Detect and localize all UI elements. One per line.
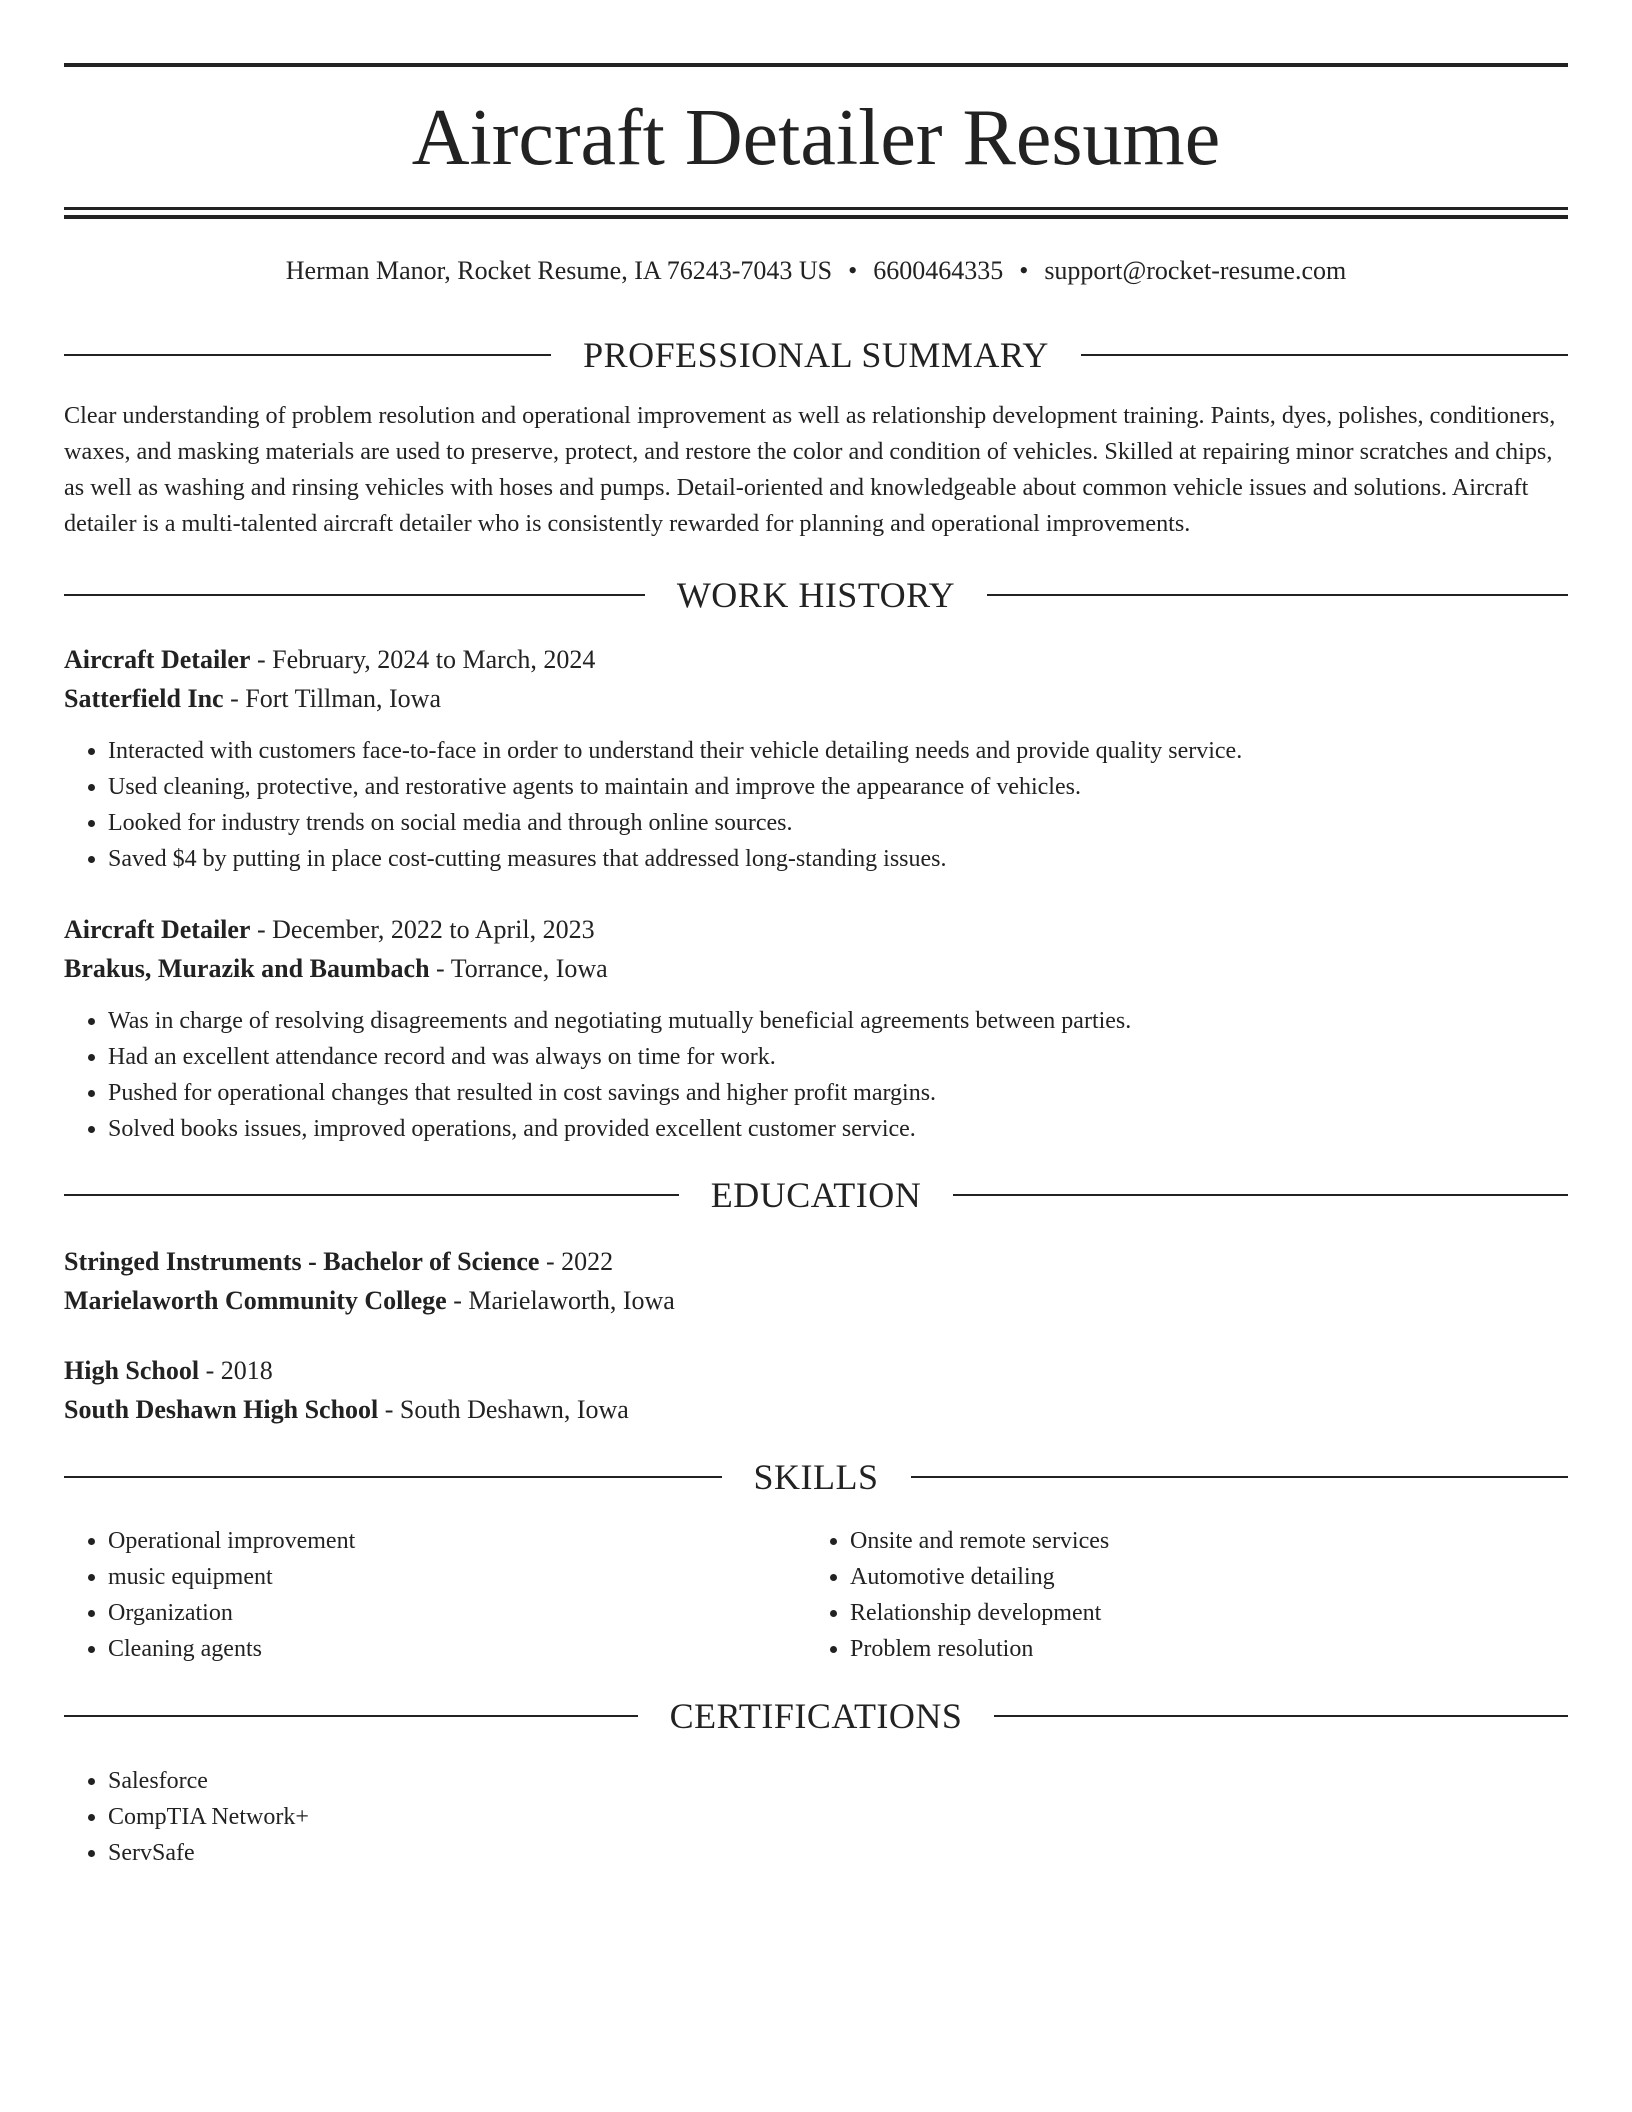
work-company: Brakus, Murazik and Baumbach [64,954,430,983]
work-role-line [64,910,1568,949]
section-rule [64,354,551,356]
top-rule [64,63,1568,67]
work-role-line [64,640,1568,679]
section-rule [64,1715,638,1717]
list-item: • Had an excellent attendance record and was always on time for work. [108,1039,1131,1075]
education-degree: Stringed Instruments - Bachelor of Science [64,1247,540,1276]
contact-phone: 6600464335 [873,256,1004,285]
section-header-summary [64,333,1568,377]
list-item: • Saved $4 by putting in place cost-cutting measures that addressed long-standing issues. [108,841,1242,877]
skill-item: • Cleaning agents [108,1631,808,1667]
work-company: Satterfield Inc [64,684,224,713]
work-dates: - December, 2022 to April, 2023 [250,915,595,944]
skill-item: • Operational improvement [108,1523,808,1559]
section-rule [1081,354,1568,356]
skill-item: • Onsite and remote services [850,1523,1550,1559]
contact-line [64,252,1568,290]
certification-item: • ServSafe [108,1835,309,1871]
title-rule-upper [64,207,1568,210]
page-title: Aircraft Detailer Resume [411,94,1221,182]
summary-text: Clear understanding of problem resolution and operational improvement as well as relationship development training. Paints, dyes, polishes, conditioners, waxes, and masking materials are used to preserve, protect, and restore the color and condition of vehicles. Skilled at repairing minor scratches and chips, as well as washing and rinsing vehicles with hoses and pumps. Detail-oriented and knowledgeable about common vehicle issues and solutions. Aircraft detailer is a multi-talented aircraft detailer who is consistently rewarded for planning and operational improvements. [64,402,1556,537]
work-bullets [64,1003,1131,1147]
section-header-certifications [64,1694,1568,1738]
list-item: • Was in charge of resolving disagreements and negotiating mutually beneficial agreements between parties. [108,1003,1131,1039]
contact-separator: • [848,256,858,285]
section-title: WORK HISTORY [676,575,956,615]
skill-item: • Problem resolution [850,1631,1550,1667]
section-rule [987,594,1568,596]
skills-list-left [64,1523,808,1667]
work-role: Aircraft Detailer [64,915,251,944]
section-rule [64,1194,679,1196]
skill-item: • Organization [108,1595,808,1631]
education-location: - Marielaworth, Iowa [446,1286,675,1315]
education-school: South Deshawn High School [64,1395,379,1424]
title-rule-lower [64,215,1568,219]
work-bullets [64,733,1242,877]
education-degree-line [64,1351,1568,1390]
work-entry [64,640,1568,718]
work-role: Aircraft Detailer [64,645,251,674]
section-rule [953,1194,1568,1196]
list-item: • Looked for industry trends on social media and through online sources. [108,805,1242,841]
contact-separator: • [1019,256,1029,285]
section-rule [911,1476,1569,1478]
skill-item: • Automotive detailing [850,1559,1550,1595]
list-item: • Used cleaning, protective, and restorative agents to maintain and improve the appearance of vehicles. [108,769,1242,805]
education-school-line [64,1390,1568,1429]
contact-address: Herman Manor, Rocket Resume, IA 76243-7043 US [285,256,833,285]
work-dates: - February, 2024 to March, 2024 [250,645,596,674]
section-rule [64,594,645,596]
education-degree-line [64,1242,1568,1281]
section-header-education [64,1173,1568,1217]
education-year: - 2022 [539,1247,614,1276]
list-item: • Solved books issues, improved operations, and provided excellent customer service. [108,1111,1131,1147]
section-title: EDUCATION [710,1175,922,1215]
section-rule [64,1476,722,1478]
certification-item: • CompTIA Network+ [108,1799,309,1835]
work-entry [64,910,1568,988]
contact-email: support@rocket-resume.com [1044,256,1347,285]
education-entry [64,1351,1568,1429]
certifications-list [64,1763,309,1871]
education-entry [64,1242,1568,1320]
list-item: • Interacted with customers face-to-face in order to understand their vehicle detailing needs and provide quality service. [108,733,1242,769]
education-location: - South Deshawn, Iowa [378,1395,629,1424]
work-company-line [64,949,1568,988]
work-company-line [64,679,1568,718]
list-item: • Pushed for operational changes that resulted in cost savings and higher profit margins. [108,1075,1131,1111]
section-title: SKILLS [753,1457,879,1497]
certification-item: • Salesforce [108,1763,309,1799]
section-rule [994,1715,1568,1717]
education-degree: High School [64,1356,200,1385]
education-school-line [64,1281,1568,1320]
section-title: PROFESSIONAL SUMMARY [583,335,1049,375]
work-location: - Torrance, Iowa [429,954,608,983]
skills-list-right [806,1523,1550,1667]
section-header-skills [64,1455,1568,1499]
section-header-work [64,573,1568,617]
work-location: - Fort Tillman, Iowa [223,684,442,713]
skill-item: • music equipment [108,1559,808,1595]
section-title: CERTIFICATIONS [669,1696,963,1736]
education-school: Marielaworth Community College [64,1286,447,1315]
skill-item: • Relationship development [850,1595,1550,1631]
education-year: - 2018 [199,1356,273,1385]
